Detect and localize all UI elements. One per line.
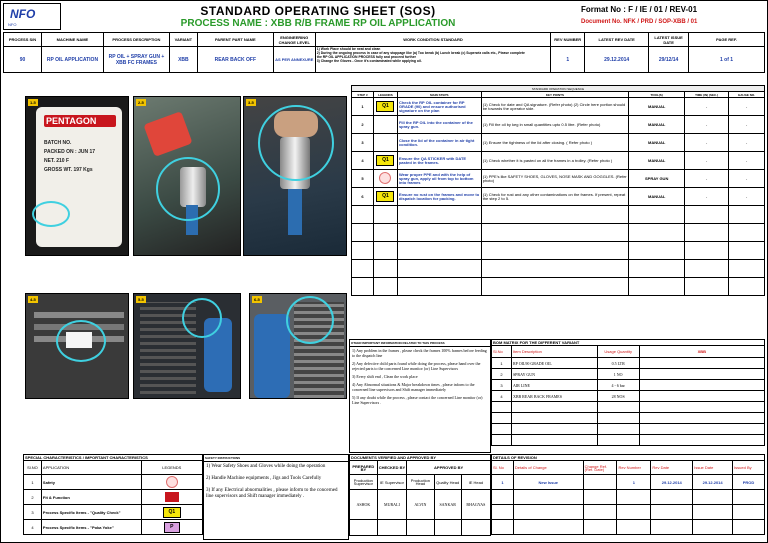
safety-instructions-box xyxy=(203,454,349,540)
step-number: 4 xyxy=(352,152,374,170)
approver-name: MURALI xyxy=(377,490,406,520)
col-process-description: PROCESS DESCRIPTION xyxy=(103,33,169,47)
document-number: Document No. NFK / PRD / SOP-XBB / 01 xyxy=(581,19,698,25)
bom-item: XBB REAR BACK FRAMES xyxy=(511,391,597,402)
other-info-1: 1) Any problem in the frames , please check the frames 100% frames before feeding to the dispatch line xyxy=(352,348,487,358)
rev-slno: 1 xyxy=(492,475,514,490)
step-row xyxy=(352,188,765,206)
step-time: - xyxy=(685,134,729,152)
step-row xyxy=(352,98,765,116)
process-description: RP OIL + SPRAY GUN + XBB FC FRAMES xyxy=(103,47,169,73)
rev-issued-by-value: PROD xyxy=(733,475,765,490)
col-gauge: GAUGE NO. xyxy=(729,92,765,98)
approvals-title: DOCUMENTS VERIFIED AND APPROVED BY xyxy=(350,455,491,461)
highlight-circle xyxy=(156,157,220,221)
step-row xyxy=(352,134,765,152)
step-key-points: (1) Ensure the tightness of the lid after closing. ( Refer photo ) xyxy=(481,134,629,152)
step-time: - xyxy=(685,170,729,188)
other-info-box xyxy=(349,339,491,453)
safety-1: 1) Wear Safety Shoes and Gloves while doing the operation xyxy=(206,464,326,469)
bom-item: RP OIL90 GRADE OIL xyxy=(511,358,597,369)
photo-qa-sticker xyxy=(25,293,129,399)
empty-row xyxy=(352,260,765,278)
rev-change-ref xyxy=(583,475,617,490)
logo-text: NFO xyxy=(10,7,36,21)
bom-usage: 4 - 6 bar xyxy=(597,380,639,391)
step-key-points: (1) Check for rust and any other contaminations on the frames. If present, repeat the step 2 to 5. xyxy=(481,188,629,206)
photo-spray-frames xyxy=(133,293,241,399)
step-gauge: - xyxy=(729,98,765,116)
step-key-points: (1) Check for date and QA signature. (Refer photo) (2) Circle here portion should be towards the operator side. xyxy=(481,98,629,116)
empty-row xyxy=(352,278,765,296)
special-slno: 3 xyxy=(24,505,42,520)
photo-close-lid xyxy=(243,96,347,256)
rev-col-issued-by: Issued By xyxy=(733,461,765,475)
special-col-application: APPLICATION xyxy=(41,461,141,475)
step-tool: MANUAL xyxy=(629,134,685,152)
photo-fill-oil xyxy=(133,96,241,256)
special-application: Process Specific Items - "Poka Yoke" xyxy=(41,520,141,535)
role-quality-head: Quality Head xyxy=(434,475,461,490)
safety-3: 3) If any Electrical abnormalities , please inform to the concerned line supervisors and Shift manager immediately . xyxy=(206,488,338,499)
bom-table xyxy=(491,339,765,446)
rev-col-rev-date: Rev Date xyxy=(651,461,693,475)
drum-text-1: BATCH NO. xyxy=(44,140,72,146)
col-approved-by: APPROVED BY xyxy=(407,461,491,475)
revision-table xyxy=(491,454,765,535)
rev-col-slno: Sl. No xyxy=(492,461,514,475)
work-condition-1: 1) Work Place should be neat and clean xyxy=(316,47,381,51)
page-title: STANDARD OPERATING SHEET (SOS) xyxy=(200,4,436,18)
special-application: Process Specific Items - "Quality Check" xyxy=(41,505,141,520)
quality-check-legend: Q1 xyxy=(163,507,181,518)
step-main: Ensure the QA STICKER with DATE pasted in the frames. xyxy=(397,152,481,170)
special-title: SPECIAL CHARACTERISTICS / IMPORTANT CHARACTERISTICS xyxy=(24,455,203,461)
approvals-table xyxy=(349,454,491,536)
other-info-2: 2) Any defective child parts found while doing the process, please hand over the rejected parts to the concerned Line monitor (or) Line Supervisors xyxy=(352,361,481,371)
poka-yoke-legend: P xyxy=(164,522,180,533)
col-tools: TOOL(S) xyxy=(629,92,685,98)
bom-slno: 4 xyxy=(492,391,512,402)
format-number: Format No : F / IE / 01 / REV-01 xyxy=(581,5,698,14)
highlight-circle xyxy=(182,298,222,338)
rev-date: 29.12.2014 xyxy=(585,47,649,73)
company-logo xyxy=(3,3,61,30)
col-key-points: KEY POINTS xyxy=(481,92,629,98)
step-gauge: - xyxy=(729,188,765,206)
highlight-circle xyxy=(286,296,334,344)
safety-icon xyxy=(379,172,391,184)
special-col-legends: LEGENDS xyxy=(141,461,202,475)
highlight-circle xyxy=(32,201,70,227)
drum-text xyxy=(44,139,95,175)
drum-text-3: NET. 210 F xyxy=(44,158,70,164)
role-ie-head: IE Head xyxy=(461,475,490,490)
bom-title: BOM MATRIX FOR THE DIFFERENT VARIANT xyxy=(492,340,765,346)
step-tool: SPRAY GUN xyxy=(629,170,685,188)
step-main: Close the lid of the container in air tight condition. xyxy=(397,134,481,152)
role-production-supervisor: Production Supervisor xyxy=(350,475,378,490)
process-sn: 90 xyxy=(4,47,42,73)
step-legend xyxy=(373,170,397,188)
photo-label: 4-5 xyxy=(30,297,36,302)
step-time: - xyxy=(685,98,729,116)
rev-date-value: 29.12.2014 xyxy=(651,475,693,490)
step-legend xyxy=(373,134,397,152)
frame-bar xyxy=(34,312,124,318)
step-number: 6 xyxy=(352,188,374,206)
col-variant: VARIANT xyxy=(169,33,197,47)
engineering-change-level: AS PER ANNEXURE xyxy=(273,47,315,73)
col-main-steps: MAIN STEPS xyxy=(397,92,481,98)
col-machine-name: MACHINE NAME xyxy=(41,33,103,47)
empty-row xyxy=(352,224,765,242)
rev-issue-date-value: 29.12.2014 xyxy=(693,475,733,490)
role-ie-supervisor: IE Supervisor xyxy=(377,475,406,490)
bom-col-slno: Sl.No xyxy=(492,346,512,358)
step-time: - xyxy=(685,188,729,206)
approver-name: BHAGYAS xyxy=(461,490,490,520)
empty-row xyxy=(352,242,765,260)
col-legends: LEGENDS xyxy=(373,92,397,98)
empty-row xyxy=(352,206,765,224)
col-rev-date: LATEST REV DATE xyxy=(585,33,649,47)
drum-text-2: PACKED ON : JUN 17 xyxy=(44,149,96,155)
approver-name: SANKAR xyxy=(434,490,461,520)
col-work-condition: WORK CONDITION STANDARD xyxy=(315,33,550,47)
photo-label: 5-5 xyxy=(138,297,144,302)
process-name: PROCESS NAME : XBB R/B FRAME RP OIL APPLICATION xyxy=(180,18,456,29)
step-tool: MANUAL xyxy=(629,116,685,134)
step-gauge: - xyxy=(729,134,765,152)
bom-usage: 28 NOS xyxy=(597,391,639,402)
quality-check-legend: Q1 xyxy=(376,155,394,166)
logo-subtext: NFO xyxy=(8,22,17,27)
bom-slno: 2 xyxy=(492,369,512,380)
step-main: Wear proper PPE and with the help of spray gun, apply oil from top to bottom into frames xyxy=(397,170,481,188)
variant: XBB xyxy=(169,47,197,73)
photo-label: 6-5 xyxy=(254,297,260,302)
step-row xyxy=(352,116,765,134)
special-characteristics-table xyxy=(23,454,203,535)
rev-col-issue-date: Issue Date xyxy=(693,461,733,475)
col-issue-date: LATEST ISSUE DATE xyxy=(649,33,689,47)
col-prepared-by: PREPARED BY xyxy=(350,461,378,475)
step-tool: MANUAL xyxy=(629,98,685,116)
other-info-5: 5) If any doubt while the process , please contact the concerned Line monitor (or) Line Supervisors . xyxy=(352,395,483,405)
photo-label: 2-5 xyxy=(138,100,144,105)
step-key-points: (1) PPE's like SAFETY SHOES, GLOVES, NOSE MASK AND GOGGLES. (Refer photo) xyxy=(481,170,629,188)
issue-date: 29/12/14 xyxy=(649,47,689,73)
special-col-slno: Sl.NO xyxy=(24,461,42,475)
col-page-ref: PAGE REF. xyxy=(689,33,765,47)
bom-usage: 1 NO xyxy=(597,369,639,380)
approver-name: ALVIN xyxy=(407,490,434,520)
step-number: 5 xyxy=(352,170,374,188)
bom-item: SPRAY GUN xyxy=(511,369,597,380)
rev-details: New Issue xyxy=(513,475,583,490)
page-ref: 1 of 1 xyxy=(689,47,765,73)
drum-brand: PENTAGON xyxy=(46,116,97,126)
col-process-sn: PROCESS S/N xyxy=(4,33,42,47)
col-time: TIME (IN) (SEC.) xyxy=(685,92,729,98)
step-tool: MANUAL xyxy=(629,188,685,206)
spray-gun-body xyxy=(288,189,302,235)
special-application: Fit & Function xyxy=(41,490,141,505)
photo-label: 3-5 xyxy=(248,100,254,105)
rev-col-details: Details of Change xyxy=(513,461,583,475)
process-info-table xyxy=(3,32,765,73)
steps-section-title: STANDARD OPERATION SEQUENCE xyxy=(352,86,765,92)
step-number: 2 xyxy=(352,116,374,134)
special-slno: 1 xyxy=(24,475,42,490)
other-info-3: 3) Every shift end , Clean the work place xyxy=(352,374,418,379)
photo-dispatch xyxy=(249,293,347,399)
bom-col-usage: Usage Quantity xyxy=(597,346,639,358)
step-row xyxy=(352,152,765,170)
rev-number-value: 1 xyxy=(617,475,651,490)
step-number: 1 xyxy=(352,98,374,116)
step-legend xyxy=(373,152,397,170)
other-info-4: 4) Any Abnormal situations & Major breakdown times , please inform to the concerned line supervisors and Shift manager immediately xyxy=(352,382,475,392)
approver-name: ASHOK xyxy=(350,490,378,520)
col-parent-part: PARENT PART NAME xyxy=(197,33,273,47)
work-condition-2: 2) During the ongoing process in case of any stoppage like (a) Too break (b) Lunch break (c) Superwiz calls etc., Please complete xyxy=(316,51,525,55)
step-row xyxy=(352,170,765,188)
work-condition-standard xyxy=(315,47,550,73)
safety-2: 2) Handle Machine equipments , Jigs and Tools Carefully xyxy=(206,476,322,481)
revision-title: DETAILS OF REVISION xyxy=(492,455,765,461)
step-legend xyxy=(373,98,397,116)
step-gauge: - xyxy=(729,116,765,134)
rev-number: 1 xyxy=(551,47,585,73)
step-gauge: - xyxy=(729,170,765,188)
col-checked-by: CHECKED BY xyxy=(377,461,406,475)
other-info-title: OTHER IMPORTANT INFORMATION RELATED TO THIS PROCESS xyxy=(350,340,490,347)
parent-part-name: REAR BACK OFF xyxy=(197,47,273,73)
step-number: 3 xyxy=(352,134,374,152)
bom-slno: 3 xyxy=(492,380,512,391)
quality-check-legend: Q1 xyxy=(376,101,394,112)
bom-item: AIR LINE xyxy=(511,380,597,391)
step-time: - xyxy=(685,116,729,134)
special-application: Safety xyxy=(41,475,141,490)
col-engineering-change: ENGINEERING CHANGE LEVEL xyxy=(273,33,315,47)
rev-col-rev-number: Rev Number xyxy=(617,461,651,475)
steps-table xyxy=(351,85,765,296)
bom-col-variant: XBB xyxy=(639,346,764,358)
bom-slno: 1 xyxy=(492,358,512,369)
bom-col-item: Item Description xyxy=(511,346,597,358)
col-rev-number: REV NUMBER xyxy=(551,33,585,47)
step-main: Fill the RP OIL into the container of the spray gun. xyxy=(397,116,481,134)
machine-name: RP OIL APPLICATION xyxy=(41,47,103,73)
drum-text-4: GROSS WT. 197 Kgs xyxy=(44,167,93,173)
special-slno: 4 xyxy=(24,520,42,535)
highlight-circle xyxy=(258,105,334,181)
red-jug xyxy=(143,111,192,157)
bom-usage: 0.5 LTR xyxy=(597,358,639,369)
col-step: STEP # xyxy=(352,92,374,98)
step-main: Check the RP OIL container for RP GRADE (90) and ensure authorised signature on the plan xyxy=(397,98,481,116)
photo-label: 1-5 xyxy=(30,100,36,105)
work-condition-3: the RP OIL APPLICATION PROCESS fully and proceed further xyxy=(316,55,416,59)
highlight-circle xyxy=(56,320,106,362)
special-slno: 2 xyxy=(24,490,42,505)
step-time: - xyxy=(685,152,729,170)
step-legend xyxy=(373,188,397,206)
role-production-head: Production Head xyxy=(407,475,434,490)
step-legend xyxy=(373,116,397,134)
safety-title: SAFETY INSTRUCTIONS xyxy=(204,455,348,462)
safety-icon xyxy=(166,476,178,488)
step-key-points: (1) Check whether it is pasted on all the frames in a trolley. (Refer photo ) xyxy=(481,152,629,170)
step-gauge: - xyxy=(729,152,765,170)
step-main: Ensure no rust on the frames and move to dispatch location for packing. xyxy=(397,188,481,206)
step-key-points: (1) Fill the oil by keg in small quantities upto 0.5 litre. (Refer photo) xyxy=(481,116,629,134)
rev-col-change-ref: Change Ref. (Ref. Date) xyxy=(583,461,617,475)
operator xyxy=(254,314,290,398)
step-tool: MANUAL xyxy=(629,152,685,170)
fit-function-icon xyxy=(165,492,179,502)
quality-check-legend: Q1 xyxy=(376,191,394,202)
work-condition-4: 3) Change the Gloves - Once it's contaminated while applying oil. xyxy=(316,59,422,63)
photo-oil-drum xyxy=(25,96,129,256)
